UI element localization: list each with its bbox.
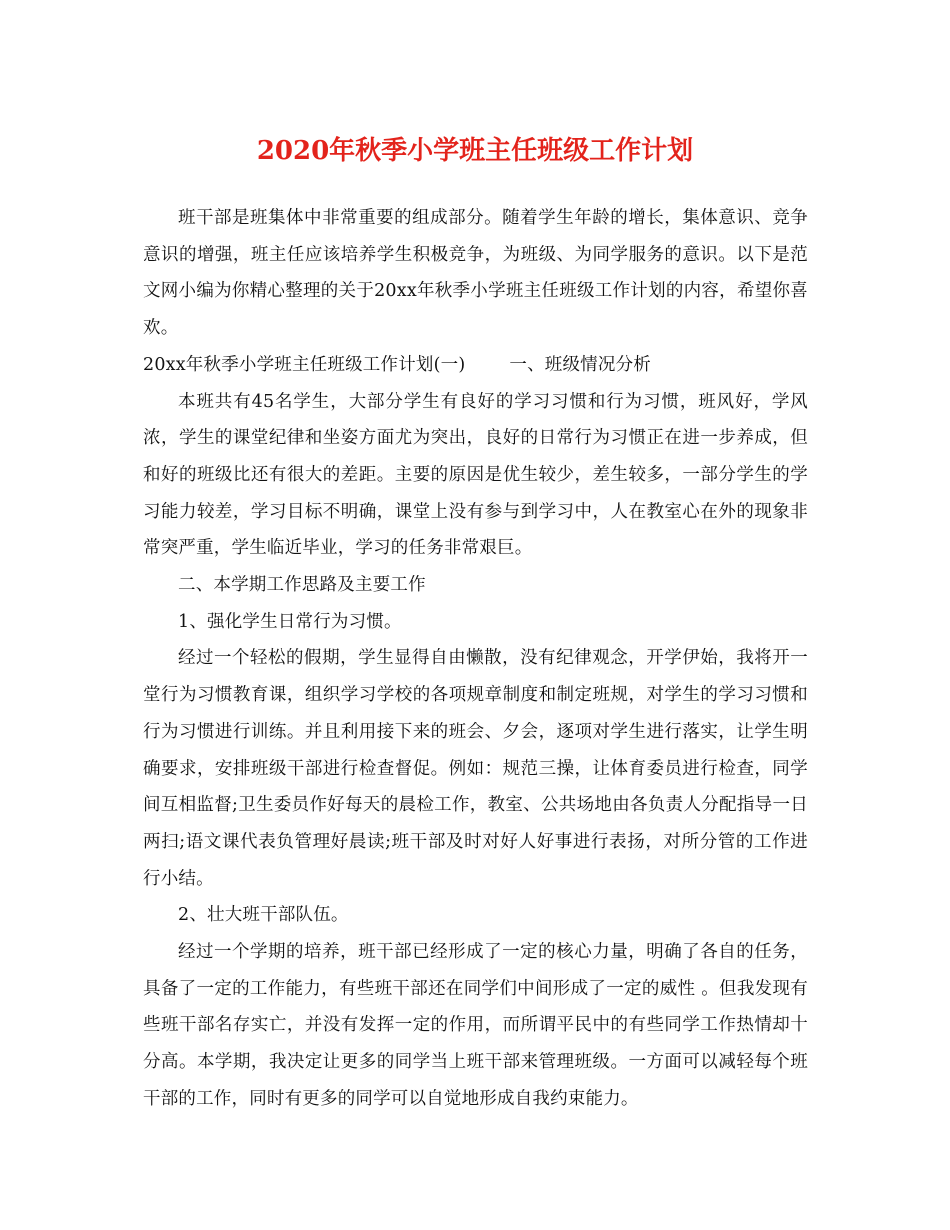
section1-heading: 一、班级情况分析 xyxy=(509,354,651,375)
intro-paragraph: 班干部是班集体中非常重要的组成部分。随着学生年龄的增长，集体意识、竞争意识的增强，班主任应该培养学生积极竞争，为班级、为同学服务的意识。以下是范文网小编为你精心整理的关于20xx年秋季小学班主任班级工作计划的内容，希望你喜欢。 xyxy=(143,208,808,339)
item2-heading: 2、壮大班干部队伍。 xyxy=(178,905,349,926)
document-title: 2020年秋季小学班主任班级工作计划 xyxy=(256,136,694,166)
section2-heading: 二、本学期工作思路及主要工作 xyxy=(178,575,426,596)
section1-body: 本班共有45名学生，大部分学生有良好的学习习惯和行为习惯，班风好，学风浓，学生的课堂纪律和坐姿方面尤为突出，良好的日常行为习惯正在进一步养成，但和好的班级比还有很大的差距。主要的原因是优生较少，差生较多，一部分学生的学习能力较差，学习目标不明确，课堂上没有参与到学习中，人在教室心在外的现象非常突严重，学生临近毕业，学习的任务非常艰巨。 xyxy=(143,391,808,559)
plan-heading-line xyxy=(143,347,808,384)
document-body xyxy=(143,200,808,1118)
item2-body: 经过一个学期的培养，班干部已经形成了一定的核心力量，明确了各自的任务，具备了一定的工作能力，有些班干部还在同学们中间形成了一定的威性 。但我发现有些班干部名存实亡，并没有发挥一定的作用，而所谓平民中的有些同学工作热情却十分高。本学期，我决定让更多的同学当上班干部来管理班级。一方面可以减轻每个班干部的工作，同时有更多的同学可以自觉地形成自我约束能力。 xyxy=(143,942,808,1109)
plan-heading: 20xx年秋季小学班主任班级工作计划(一) xyxy=(143,354,466,375)
item1-heading: 1、强化学生日常行为习惯。 xyxy=(178,611,402,632)
item1-body: 经过一个轻松的假期，学生显得自由懒散，没有纪律观念，开学伊始，我将开一堂行为习惯教育课，组织学习学校的各项规章制度和制定班规，对学生的学习习惯和行为习惯进行训练。并且利用接下来的班会、夕会，逐项对学生进行落实，让学生明确要求，安排班级干部进行检查督促。例如：规范三操，让体育委员进行检查，同学间互相监督;卫生委员作好每天的晨检工作，教室、公共场地由各负责人分配指导一日两扫;语文课代表负管理好晨读;班干部及时对好人好事进行表扬，对所分管的工作进行小结。 xyxy=(143,648,808,889)
